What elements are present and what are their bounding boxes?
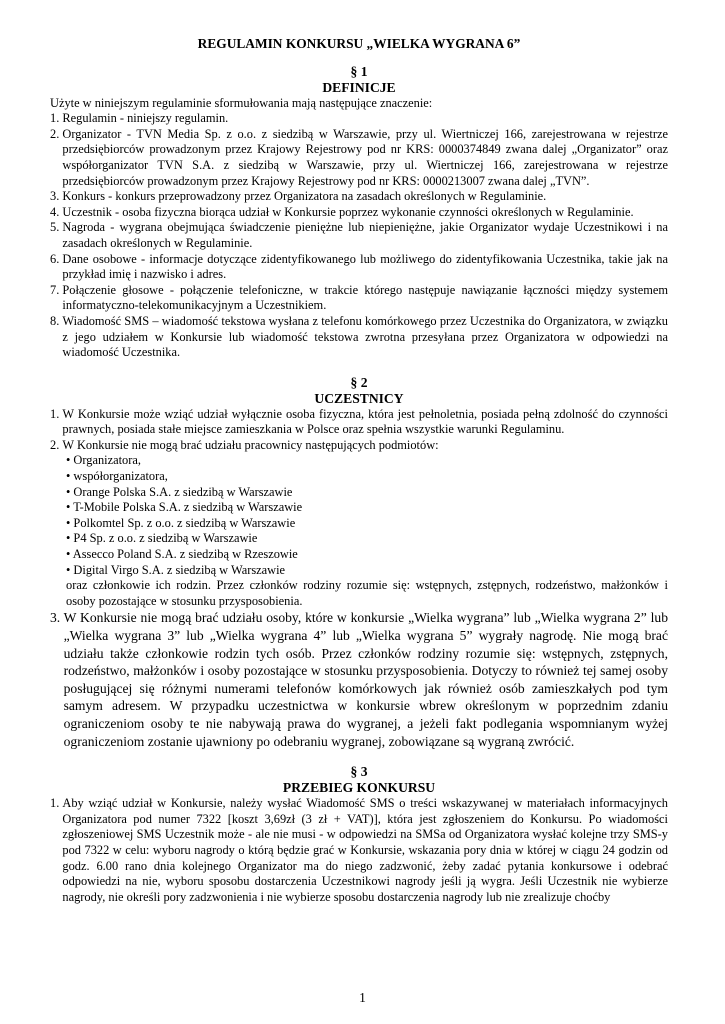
list-item: • Digital Virgo S.A. z siedzibą w Warszawie [66,562,286,577]
section-1-intro: Użyte w niniejszym regulaminie sformułowania mają następujące znaczenie: [50,95,433,110]
section-2-number: § 2 [350,374,368,390]
participants-item: 1. W Konkursie może wziąć udział wyłącznie osoba fizyczna, która jest pełnoletnia, posiada pełną zdolność do czynności prawnych, posiada stałe miejsce zamieszkania w Polsce oraz spełnia wszystkie warunki Regulaminu. [50,406,668,437]
section-1-heading: DEFINICJE [322,79,396,95]
definition-item: 3. Konkurs - konkurs przeprowadzony przez Organizatora na zasadach określonych w Regulaminie. [50,189,547,204]
list-item: • Assecco Poland S.A. z siedzibą w Rzeszowie [66,547,298,562]
participants-item: 3. W Konkursie nie mogą brać udziału osoby, które w konkursie „Wielka wygrana” lub „Wielka wygrana 2” lub „Wielka wygrana 3” lub „Wielka wygrana 4” lub „Wielka wygrana 5” wygrały nagrodę. Nie mogą brać udziału także członkowie rodzin tych osób. Przez członków rodziny rozumie się: wstępnych, zstępnych, rodzeństwo, małżonków i osoby pozostające w stosunku przysposobienia. Dotyczy to również tej samej osoby posługującej się różnymi numerami telefonów komórkowych jak również osób zamieszkałych pod tym samym adresem. W przypadku uczestnictwa w konkursie wbrew określonym w poprzednim zdaniu ograniczeniom osoby te nie nabywają prawa do wygranej, a jeżeli fakt podlegania wspomnianym wyżej ograniczeniom zostanie ujawniony po odebraniu wygranej, zobowiązane są wygraną zwrócić. [50,610,668,749]
list-item: • Orange Polska S.A. z siedzibą w Warszawie [66,484,293,499]
definition-item: 6. Dane osobowe - informacje dotyczące zidentyfikowanego lub możliwego do zidentyfikowania Uczestnika, takie jak na przykład imię i nazwisko i adres. [50,251,668,282]
section-1-number: § 1 [350,63,368,79]
document-title: REGULAMIN KONKURSU „WIELKA WYGRANA 6” [197,36,521,51]
list-item: • Polkomtel Sp. z o.o. z siedzibą w Warszawie [66,515,296,530]
definition-item: 1. Regulamin - niniejszy regulamin. [50,111,229,126]
document-page [50,36,668,905]
section-2-heading: UCZESTNICY [314,390,404,406]
definition-item: 4. Uczestnik - osoba fizyczna biorąca udział w Konkursie poprzez wykonanie czynności określonych w Regulaminie. [50,204,634,219]
list-item: • T-Mobile Polska S.A. z siedzibą w Warszawie [66,500,303,515]
section-3-heading: PRZEBIEG KONKURSU [282,780,436,796]
definition-item: 5. Nagroda - wygrana obejmująca świadczenie pieniężne lub niepieniężne, jakie Organizator wydaje Uczestnikowi i na zasadach określonych w Regulaminie. [50,220,668,250]
list-item: • współorganizatora, [66,469,168,484]
excluded-entities-list [50,453,668,609]
page-number: 1 [359,990,366,1005]
list-item: • Organizatora, [66,453,141,468]
family-members-note: oraz członkowie ich rodzin. Przez członków rodziny rozumie się: wstępnych, zstępnych, rodzeństwo, małżonków i osoby pozostające w stosunku przysposobienia. [66,578,668,608]
participants-item: 2. W Konkursie nie mogą brać udziału pracownicy następujących podmiotów: [50,437,439,452]
section-3-number: § 3 [350,764,368,780]
definition-item: 8. Wiadomość SMS – wiadomość tekstowa wysłana z telefonu komórkowego przez Uczestnika do Organizatora, w związku z jego udziałem w Konkursie lub wiadomość tekstowa zwrotna przesyłana przez Organizatora w odpowiedzi na wiadomość Uczestnika. [50,313,668,360]
definition-item: 7. Połączenie głosowe - połączenie telefoniczne, w trakcie którego następuje nawiązanie łączności między systemem informatyczno-telekomunikacyjnym a Uczestnikiem. [50,282,668,313]
contest-procedure-item: 1. Aby wziąć udział w Konkursie, należy wysłać Wiadomość SMS o treści wskazywanej w materiałach informacyjnych Organizatora pod numer 7322 [koszt 3,69zł (3 zł + VAT)], która jest zgłoszeniem do Konkursu. Po wiadomości zgłoszeniowej SMS Uczestnik może - ale nie musi - w odpowiedzi na SMSa od Organizatora wysłać kolejne trzy SMS-y pod 7322 w celu: wyboru nagrody o którą będzie grać w Konkursie, wskazania pory dnia w której w ciągu 24 godzin od godz. 6.00 rano dnia kolejnego Organizator ma do niego zadzwonić, żeby zadać pytania konkursowe i odebrać odpowiedzi na nie, wyboru sposobu dostarczenia Uczestnikowi nagrody jeśli ją wygra. Jeśli Uczestnik nie wybierze nagrody, nie określi pory zadzwonienia i nie wybierze sposobu dostarczenia nagrody lub nie zrealizuje choćby [50,796,668,904]
definition-item: 2. Organizator - TVN Media Sp. z o.o. z siedzibą w Warszawie, przy ul. Wiertniczej 166, zarejestrowana w rejestrze przedsiębiorców prowadzonym przez Krajowy Rejestrowy pod nr KRS: 0000374849 zwana dalej „Organizator” oraz współorganizator TVN S.A. z siedzibą w Warszawie, przy ul. Wiertniczej 166, zarejestrowana w rejestrze przedsiębiorców prowadzonym przez Krajowy Rejestrowy pod nr KRS: 0000213007 zwana dalej „TVN”. [50,126,668,188]
list-item: • P4 Sp. z o.o. z siedzibą w Warszawie [66,531,258,546]
